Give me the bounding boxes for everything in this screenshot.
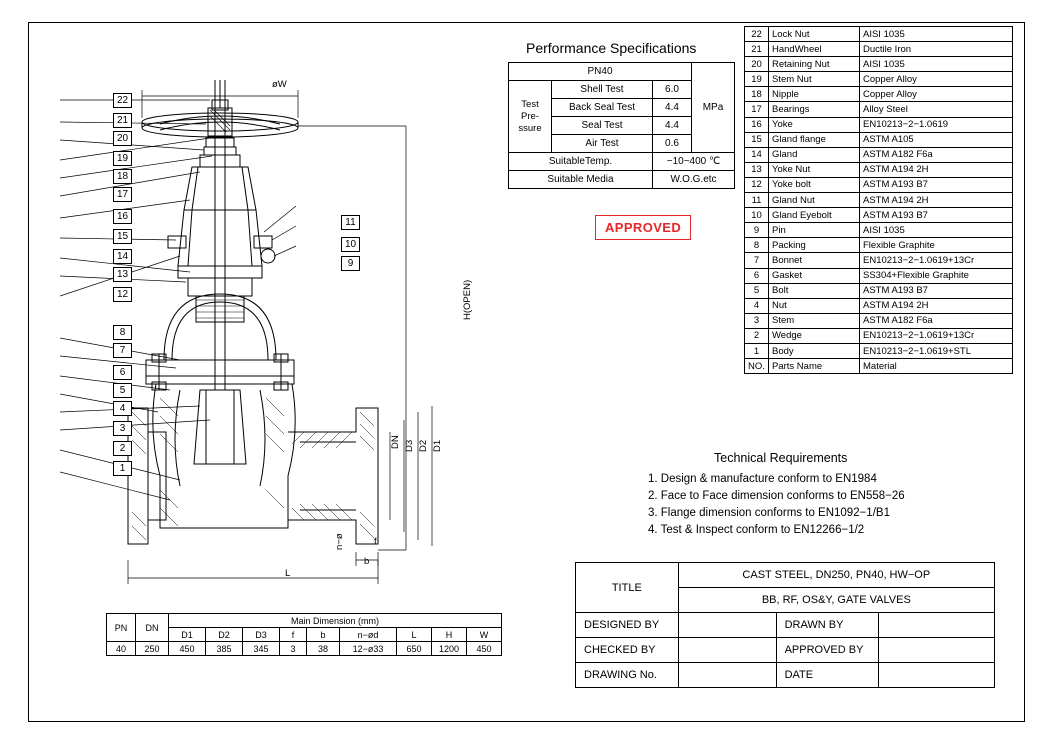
callout-13: 13 xyxy=(113,267,132,282)
callout-16: 16 xyxy=(113,209,132,224)
callout-10: 10 xyxy=(341,237,360,252)
bom-material: Copper Alloy xyxy=(860,72,1013,87)
bom-material: SS304+Flexible Graphite xyxy=(860,268,1013,283)
callout-2: 2 xyxy=(113,441,132,456)
tp-line1: Test xyxy=(521,98,539,110)
bom-part-name: Yoke bolt xyxy=(769,177,860,192)
bom-no: 13 xyxy=(745,162,769,177)
bom-no: 16 xyxy=(745,117,769,132)
dim-d3: D3 xyxy=(404,439,415,452)
table-row xyxy=(745,253,1013,268)
dim-value-nod: 12−ø33 xyxy=(340,642,397,656)
dim-header-b: b xyxy=(307,628,340,642)
callout-15: 15 xyxy=(113,229,132,244)
dim-value-pn: 40 xyxy=(107,642,136,656)
drawn-by-value[interactable] xyxy=(879,613,995,638)
bom-material: Ductile Iron xyxy=(860,42,1013,57)
dim-header-w: W xyxy=(467,628,502,642)
designed-by-value[interactable] xyxy=(678,613,776,638)
table-row xyxy=(745,238,1013,253)
bom-part-name: Stem Nut xyxy=(769,72,860,87)
table-row xyxy=(745,283,1013,298)
date-value[interactable] xyxy=(879,663,995,688)
callout-9: 9 xyxy=(341,256,360,271)
dim-header-l: L xyxy=(397,628,432,642)
bom-part-name: Yoke xyxy=(769,117,860,132)
perf-row-name: Back Seal Test xyxy=(552,99,653,117)
bom-material: Copper Alloy xyxy=(860,87,1013,102)
dim-header-pn: PN xyxy=(107,614,136,642)
bom-part-name: Wedge xyxy=(769,328,860,343)
technical-item: 3. Flange dimension conforms to EN1092−1/B1 xyxy=(648,507,890,519)
bom-part-name: Packing xyxy=(769,238,860,253)
callout-21: 21 xyxy=(113,113,132,128)
approved-by-label: APPROVED BY xyxy=(776,638,879,663)
bom-material: AISI 1035 xyxy=(860,57,1013,72)
perf-unit: MPa xyxy=(692,63,735,153)
dim-value-h: 1200 xyxy=(432,642,467,656)
bom-header-no: NO. xyxy=(745,359,769,374)
bom-part-name: Lock Nut xyxy=(769,27,860,42)
table-row xyxy=(745,27,1013,42)
bom-part-name: Bearings xyxy=(769,102,860,117)
bom-material: ASTM A194 2H xyxy=(860,298,1013,313)
callout-22: 22 xyxy=(113,93,132,108)
drawing-no-label: DRAWING No. xyxy=(576,663,679,688)
bom-no: 2 xyxy=(745,328,769,343)
bom-no: 3 xyxy=(745,313,769,328)
bom-material: ASTM A193 B7 xyxy=(860,177,1013,192)
bom-material: EN10213−2−1.0619+13Cr xyxy=(860,328,1013,343)
dim-header-h: H xyxy=(432,628,467,642)
checked-by-value[interactable] xyxy=(678,638,776,663)
bom-no: 12 xyxy=(745,177,769,192)
bom-material: EN10213−2−1.0619 xyxy=(860,117,1013,132)
dim-value-l: 650 xyxy=(397,642,432,656)
bom-material: Flexible Graphite xyxy=(860,238,1013,253)
bom-no: 17 xyxy=(745,102,769,117)
bom-part-name: Bolt xyxy=(769,283,860,298)
bom-part-name: Stem xyxy=(769,313,860,328)
table-row xyxy=(745,298,1013,313)
dim-header-d1: D1 xyxy=(169,628,206,642)
bom-part-name: Gland Eyebolt xyxy=(769,208,860,223)
bom-no: 19 xyxy=(745,72,769,87)
table-row xyxy=(745,177,1013,192)
perf-row-value: 6.0 xyxy=(653,81,692,99)
table-row xyxy=(745,208,1013,223)
dim-value-d3: 345 xyxy=(243,642,280,656)
callout-5: 5 xyxy=(113,383,132,398)
bom-no: 22 xyxy=(745,27,769,42)
title-line2: BB, RF, OS&Y, GATE VALVES xyxy=(678,588,994,613)
date-label: DATE xyxy=(776,663,879,688)
dim-length: L xyxy=(285,568,291,579)
bom-material: ASTM A193 B7 xyxy=(860,208,1013,223)
dim-value-f: 3 xyxy=(280,642,307,656)
tp-line3: ssure xyxy=(518,122,542,134)
table-row xyxy=(107,642,502,656)
drawn-by-label: DRAWN BY xyxy=(776,613,879,638)
perf-test-pressure-label xyxy=(509,81,552,153)
bom-no: 8 xyxy=(745,238,769,253)
callout-18: 18 xyxy=(113,169,132,184)
perf-row-name: Seal Test xyxy=(552,117,653,135)
bom-no: 9 xyxy=(745,223,769,238)
table-row xyxy=(745,57,1013,72)
callout-8: 8 xyxy=(113,325,132,340)
technical-title: Technical Requirements xyxy=(714,451,848,465)
bom-header-name: Parts Name xyxy=(769,359,860,374)
bom-no: 20 xyxy=(745,57,769,72)
title-label: TITLE xyxy=(576,563,679,613)
table-row xyxy=(745,42,1013,57)
bom-part-name: Gland xyxy=(769,147,860,162)
perf-media-label: Suitable Media xyxy=(509,171,653,189)
table-row xyxy=(745,132,1013,147)
bom-no: 6 xyxy=(745,268,769,283)
perf-row-name: Air Test xyxy=(552,135,653,153)
callout-14: 14 xyxy=(113,249,132,264)
dim-header-d3: D3 xyxy=(243,628,280,642)
table-row xyxy=(745,268,1013,283)
bom-part-name: Gasket xyxy=(769,268,860,283)
bom-material: ASTM A105 xyxy=(860,132,1013,147)
technical-item: 2. Face to Face dimension conforms to EN558−26 xyxy=(648,490,905,502)
technical-item: 4. Test & Inspect conform to EN12266−1/2 xyxy=(648,524,865,536)
bom-material: ASTM A194 2H xyxy=(860,193,1013,208)
dim-value-w: 450 xyxy=(467,642,502,656)
bom-material: AISI 1035 xyxy=(860,223,1013,238)
bom-no: 21 xyxy=(745,42,769,57)
bom-material: EN10213−2−1.0619+13Cr xyxy=(860,253,1013,268)
drawing-no-value[interactable] xyxy=(678,663,776,688)
bom-no: 1 xyxy=(745,343,769,358)
callout-4: 4 xyxy=(113,401,132,416)
table-row xyxy=(745,102,1013,117)
table-header-row xyxy=(745,359,1013,374)
table-row xyxy=(745,343,1013,358)
bom-material: ASTM A194 2H xyxy=(860,162,1013,177)
dim-value-d1: 450 xyxy=(169,642,206,656)
callout-20: 20 xyxy=(113,131,132,146)
bom-material: EN10213−2−1.0619+STL xyxy=(860,343,1013,358)
perf-row-value: 4.4 xyxy=(653,117,692,135)
callout-19: 19 xyxy=(113,151,132,166)
dim-header-nod: n−ød xyxy=(340,628,397,642)
main-dimension-table xyxy=(106,613,502,656)
bom-part-name: Nipple xyxy=(769,87,860,102)
technical-requirements xyxy=(648,450,905,539)
performance-table xyxy=(508,62,735,189)
perf-row-name: Shell Test xyxy=(552,81,653,99)
bom-no: 4 xyxy=(745,298,769,313)
approved-by-value[interactable] xyxy=(879,638,995,663)
callout-12: 12 xyxy=(113,287,132,302)
bom-part-name: Pin xyxy=(769,223,860,238)
dim-b: b xyxy=(364,556,370,567)
table-row xyxy=(745,147,1013,162)
perf-media-value: W.O.G.etc xyxy=(653,171,735,189)
dim-caption: Main Dimension (mm) xyxy=(169,614,502,628)
approved-stamp: APPROVED xyxy=(595,215,691,240)
bom-part-name: Nut xyxy=(769,298,860,313)
table-row xyxy=(745,87,1013,102)
table-row xyxy=(745,223,1013,238)
performance-title: Performance Specifications xyxy=(526,40,697,56)
table-row xyxy=(745,162,1013,177)
bom-part-name: HandWheel xyxy=(769,42,860,57)
bom-material: ASTM A182 F6a xyxy=(860,313,1013,328)
bom-material: Alloy Steel xyxy=(860,102,1013,117)
perf-temp-label: SuitableTemp. xyxy=(509,153,653,171)
dim-value-dn: 250 xyxy=(136,642,169,656)
dim-header-f: f xyxy=(280,628,307,642)
bill-of-materials xyxy=(744,26,1013,374)
bom-no: 10 xyxy=(745,208,769,223)
table-row xyxy=(745,117,1013,132)
callout-1: 1 xyxy=(113,461,132,476)
technical-item: 1. Design & manufacture conform to EN1984 xyxy=(648,473,877,485)
bom-no: 14 xyxy=(745,147,769,162)
bom-material: ASTM A182 F6a xyxy=(860,147,1013,162)
callout-3: 3 xyxy=(113,421,132,436)
perf-temp-value: −10~400 ℃ xyxy=(653,153,735,171)
bom-part-name: Gland flange xyxy=(769,132,860,147)
callout-17: 17 xyxy=(113,187,132,202)
dim-header-d2: D2 xyxy=(206,628,243,642)
table-row xyxy=(745,72,1013,87)
title-line1: CAST STEEL, DN250, PN40, HW−OP xyxy=(678,563,994,588)
dim-header-dn: DN xyxy=(136,614,169,642)
checked-by-label: CHECKED BY xyxy=(576,638,679,663)
bom-part-name: Retaining Nut xyxy=(769,57,860,72)
dim-bolts: n−ø xyxy=(334,533,345,550)
dim-width: øW xyxy=(272,79,287,90)
title-block xyxy=(575,562,995,688)
bom-no: 18 xyxy=(745,87,769,102)
dim-dn: DN xyxy=(390,435,401,449)
dim-f: f xyxy=(374,536,377,547)
bom-part-name: Bonnet xyxy=(769,253,860,268)
bom-material: AISI 1035 xyxy=(860,27,1013,42)
dim-height-open: H(OPEN) xyxy=(462,279,473,320)
bom-no: 15 xyxy=(745,132,769,147)
bom-part-name: Gland Nut xyxy=(769,193,860,208)
table-row xyxy=(745,313,1013,328)
designed-by-label: DESIGNED BY xyxy=(576,613,679,638)
bom-part-name: Body xyxy=(769,343,860,358)
dim-d1: D1 xyxy=(432,439,443,452)
table-row xyxy=(745,328,1013,343)
callout-7: 7 xyxy=(113,343,132,358)
perf-class: PN40 xyxy=(509,63,692,81)
bom-material: ASTM A193 B7 xyxy=(860,283,1013,298)
callout-6: 6 xyxy=(113,365,132,380)
bom-no: 5 xyxy=(745,283,769,298)
dim-d2: D2 xyxy=(418,439,429,452)
bom-header-material: Material xyxy=(860,359,1013,374)
dim-value-d2: 385 xyxy=(206,642,243,656)
dim-value-b: 38 xyxy=(307,642,340,656)
bom-no: 7 xyxy=(745,253,769,268)
callout-11: 11 xyxy=(341,215,360,230)
perf-row-value: 0.6 xyxy=(653,135,692,153)
perf-row-value: 4.4 xyxy=(653,99,692,117)
tp-line2: Pre- xyxy=(521,110,539,122)
bom-no: 11 xyxy=(745,193,769,208)
table-row xyxy=(745,193,1013,208)
bom-part-name: Yoke Nut xyxy=(769,162,860,177)
